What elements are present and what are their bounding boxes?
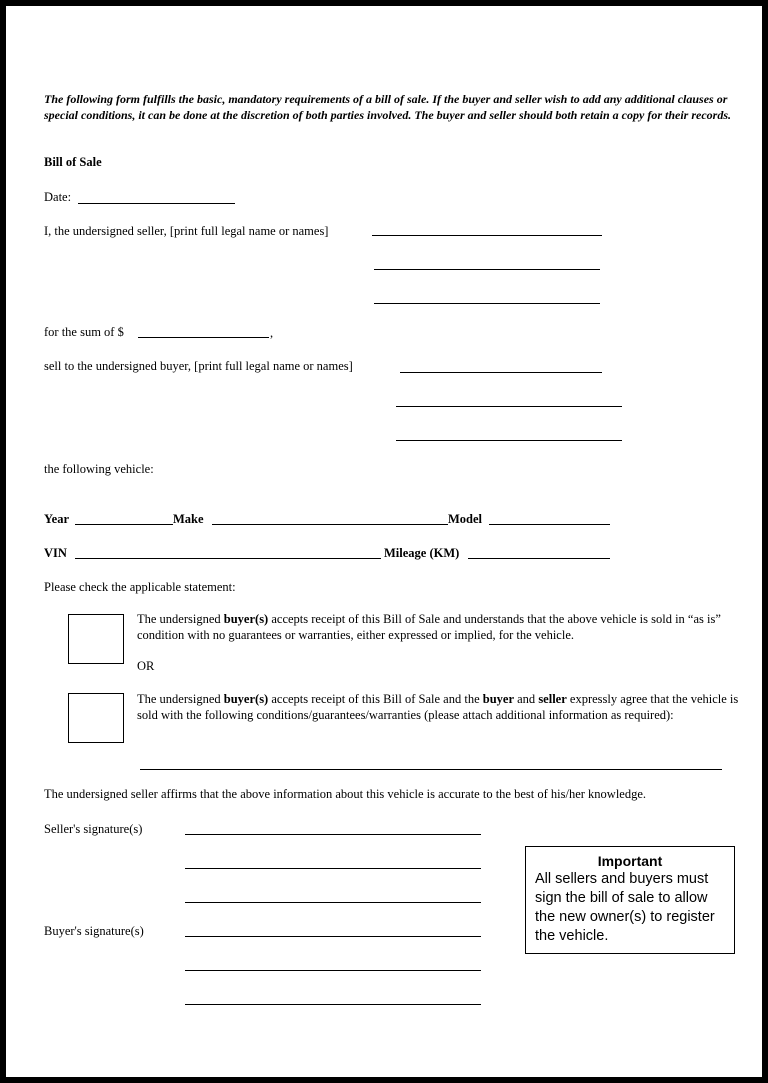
buyer-signature-field-2[interactable] bbox=[185, 970, 481, 971]
conditions-field[interactable] bbox=[140, 769, 722, 770]
conditions-checkbox[interactable] bbox=[68, 693, 124, 743]
make-field[interactable] bbox=[212, 524, 448, 525]
buyer-name-label: sell to the undersigned buyer, [print full legal name or names] bbox=[44, 359, 353, 373]
vin-label: VIN bbox=[44, 546, 67, 560]
make-label: Make bbox=[173, 512, 204, 526]
sum-field[interactable] bbox=[138, 337, 269, 338]
as-is-checkbox[interactable] bbox=[68, 614, 124, 664]
or-label: OR bbox=[137, 659, 155, 673]
seller-signature-field-2[interactable] bbox=[185, 868, 481, 869]
seller-signature-field-1[interactable] bbox=[185, 834, 481, 835]
vin-field[interactable] bbox=[75, 558, 381, 559]
seller-name-field-3[interactable] bbox=[374, 303, 600, 304]
date-field[interactable] bbox=[78, 203, 235, 204]
bill-of-sale-page bbox=[6, 6, 762, 1077]
important-notice-box bbox=[525, 846, 735, 954]
sum-comma: , bbox=[270, 326, 274, 340]
intro-paragraph: The following form fulfills the basic, mandatory requirements of a bill of sale. If the buyer and seller wish to add any additional clauses or special conditions, it can be done at the discretion of both parties involved. The buyer and seller should both retain a copy for their records. bbox=[44, 92, 731, 122]
seller-signature-field-3[interactable] bbox=[185, 902, 481, 903]
check-instruction: Please check the applicable statement: bbox=[44, 580, 236, 594]
buyer-name-field-3[interactable] bbox=[396, 440, 622, 441]
date-label: Date: bbox=[44, 190, 72, 204]
vehicle-label: the following vehicle: bbox=[44, 462, 154, 476]
as-is-statement: The undersigned buyer(s) accepts receipt of this Bill of Sale and understands that the above vehicle is sold in “as is” condition with no guarantees or warranties, either expressed or implied, for the vehicle. bbox=[137, 612, 721, 642]
year-label: Year bbox=[44, 512, 69, 526]
buyer-signature-label: Buyer's signature(s) bbox=[44, 924, 144, 938]
buyer-name-field-1[interactable] bbox=[400, 372, 602, 373]
seller-signature-label: Seller's signature(s) bbox=[44, 822, 143, 836]
model-label: Model bbox=[448, 512, 483, 526]
mileage-field[interactable] bbox=[468, 558, 610, 559]
important-message: All sellers and buyers must sign the bill of sale to allow the new owner(s) to register the vehicle. bbox=[535, 871, 715, 944]
seller-name-label: I, the undersigned seller, [print full legal name or names] bbox=[44, 224, 329, 238]
form-title: Bill of Sale bbox=[44, 155, 102, 169]
sum-label: for the sum of $ bbox=[44, 325, 124, 339]
seller-name-field-2[interactable] bbox=[374, 269, 600, 270]
mileage-label: Mileage (KM) bbox=[384, 546, 460, 560]
buyer-signature-field-1[interactable] bbox=[185, 936, 481, 937]
seller-name-field-1[interactable] bbox=[372, 235, 602, 236]
year-field[interactable] bbox=[75, 524, 173, 525]
important-heading: Important bbox=[597, 853, 663, 869]
model-field[interactable] bbox=[489, 524, 610, 525]
buyer-name-field-2[interactable] bbox=[396, 406, 622, 407]
affirmation-text: The undersigned seller affirms that the above information about this vehicle is accurate to the best of his/her knowledge. bbox=[44, 787, 647, 801]
conditions-statement: The undersigned buyer(s) accepts receipt of this Bill of Sale and the buyer and seller expressly agree that the vehicle is sold with the following conditions/guarantees/warranties (please attach additional information as required): bbox=[137, 692, 739, 722]
buyer-signature-field-3[interactable] bbox=[185, 1004, 481, 1005]
